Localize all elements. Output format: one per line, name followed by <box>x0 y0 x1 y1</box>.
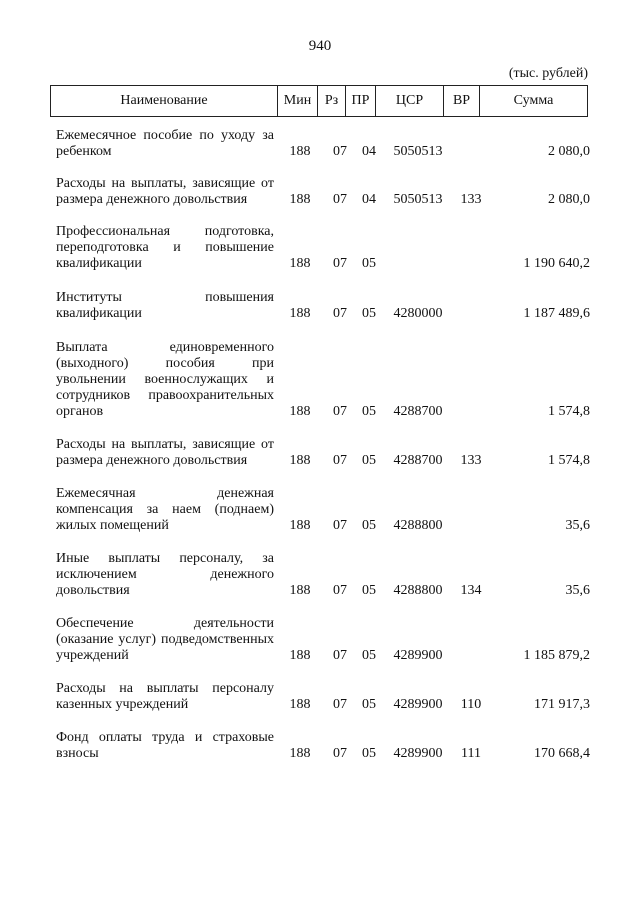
row-rz: 07 <box>333 404 347 419</box>
row-pr: 05 <box>362 453 376 468</box>
row-min: 188 <box>289 453 311 468</box>
row-rz: 07 <box>333 256 347 271</box>
row-pr: 05 <box>362 518 376 533</box>
row-min: 188 <box>289 404 311 419</box>
row-csr: 4288700 <box>393 404 443 419</box>
row-min: 188 <box>289 144 311 159</box>
table-row <box>56 290 590 322</box>
header-min: Мин <box>278 86 318 117</box>
table-row <box>56 128 590 160</box>
table-row <box>56 176 590 208</box>
header-vr: ВР <box>444 86 480 117</box>
row-rz: 07 <box>333 144 347 159</box>
table-row <box>56 551 590 599</box>
table-row <box>56 681 590 713</box>
table-header <box>50 85 588 117</box>
header-csr: ЦСР <box>376 86 444 117</box>
table-row <box>56 616 590 664</box>
row-rz: 07 <box>333 306 347 321</box>
header-name: Наименование <box>51 86 278 117</box>
row-rz: 07 <box>333 453 347 468</box>
row-sum: 1 190 640,2 <box>523 256 590 271</box>
row-min: 188 <box>289 306 311 321</box>
row-vr: 110 <box>460 697 482 712</box>
row-pr: 05 <box>362 306 376 321</box>
row-name: Институты повышения квалификации <box>56 290 274 321</box>
row-name: Выплата единовременного (выходного) пособия при увольнении военнослужащих и сотрудников правоохранительных органов <box>56 340 274 419</box>
row-csr: 5050513 <box>393 192 443 207</box>
row-vr: 134 <box>460 583 482 598</box>
header-sum: Сумма <box>480 86 588 117</box>
row-vr: 133 <box>460 453 482 468</box>
row-sum: 1 574,8 <box>548 453 590 468</box>
header-pr: ПР <box>346 86 376 117</box>
row-pr: 04 <box>362 144 376 159</box>
row-csr: 4288800 <box>393 518 443 533</box>
row-rz: 07 <box>333 746 347 761</box>
row-min: 188 <box>289 746 311 761</box>
row-sum: 170 668,4 <box>534 746 590 761</box>
table-row <box>56 437 590 469</box>
row-min: 188 <box>289 192 311 207</box>
row-csr: 4289900 <box>393 648 443 663</box>
row-pr: 05 <box>362 583 376 598</box>
row-rz: 07 <box>333 583 347 598</box>
row-rz: 07 <box>333 648 347 663</box>
table-row <box>56 224 590 272</box>
row-min: 188 <box>289 648 311 663</box>
row-min: 188 <box>289 697 311 712</box>
row-sum: 2 080,0 <box>548 144 590 159</box>
table-row <box>56 730 590 762</box>
row-pr: 05 <box>362 697 376 712</box>
row-min: 188 <box>289 518 311 533</box>
row-rz: 07 <box>333 697 347 712</box>
page-number: 940 <box>308 38 332 54</box>
row-csr: 4288800 <box>393 583 443 598</box>
row-rz: 07 <box>333 518 347 533</box>
row-sum: 35,6 <box>565 583 590 598</box>
row-pr: 05 <box>362 256 376 271</box>
row-name: Расходы на выплаты, зависящие от размера денежного довольствия <box>56 176 274 207</box>
row-vr: 111 <box>461 746 481 761</box>
table-row <box>56 340 590 420</box>
row-pr: 05 <box>362 404 376 419</box>
table-row <box>56 486 590 534</box>
row-pr: 04 <box>362 192 376 207</box>
row-pr: 05 <box>362 746 376 761</box>
row-csr: 4289900 <box>393 697 443 712</box>
row-csr: 4289900 <box>393 746 443 761</box>
header-rz: Рз <box>318 86 346 117</box>
row-rz: 07 <box>333 192 347 207</box>
row-min: 188 <box>289 583 311 598</box>
row-min: 188 <box>289 256 311 271</box>
row-sum: 2 080,0 <box>548 192 590 207</box>
row-name: Ежемесячная денежная компенсация за наем (поднаем) жилых помещений <box>56 486 274 533</box>
row-name: Расходы на выплаты персоналу казенных учреждений <box>56 681 274 712</box>
row-name: Профессиональная подготовка, переподготовка и повышение квалификации <box>56 224 274 271</box>
row-sum: 35,6 <box>565 518 590 533</box>
row-name: Фонд оплаты труда и страховые взносы <box>56 730 274 761</box>
row-sum: 1 187 489,6 <box>523 306 590 321</box>
row-csr: 4288700 <box>393 453 443 468</box>
row-name: Ежемесячное пособие по уходу за ребенком <box>56 128 274 159</box>
row-csr: 5050513 <box>393 144 443 159</box>
table-body <box>56 120 590 762</box>
row-sum: 171 917,3 <box>534 697 590 712</box>
row-csr: 4280000 <box>393 306 443 321</box>
row-vr: 133 <box>460 192 482 207</box>
row-name: Обеспечение деятельности (оказание услуг) подведомственных учреждений <box>56 616 274 663</box>
units-label: (тыс. рублей) <box>508 66 588 81</box>
row-sum: 1 185 879,2 <box>523 648 590 663</box>
row-pr: 05 <box>362 648 376 663</box>
row-sum: 1 574,8 <box>548 404 590 419</box>
row-name: Иные выплаты персоналу, за исключением денежного довольствия <box>56 551 274 598</box>
row-name: Расходы на выплаты, зависящие от размера денежного довольствия <box>56 437 274 468</box>
